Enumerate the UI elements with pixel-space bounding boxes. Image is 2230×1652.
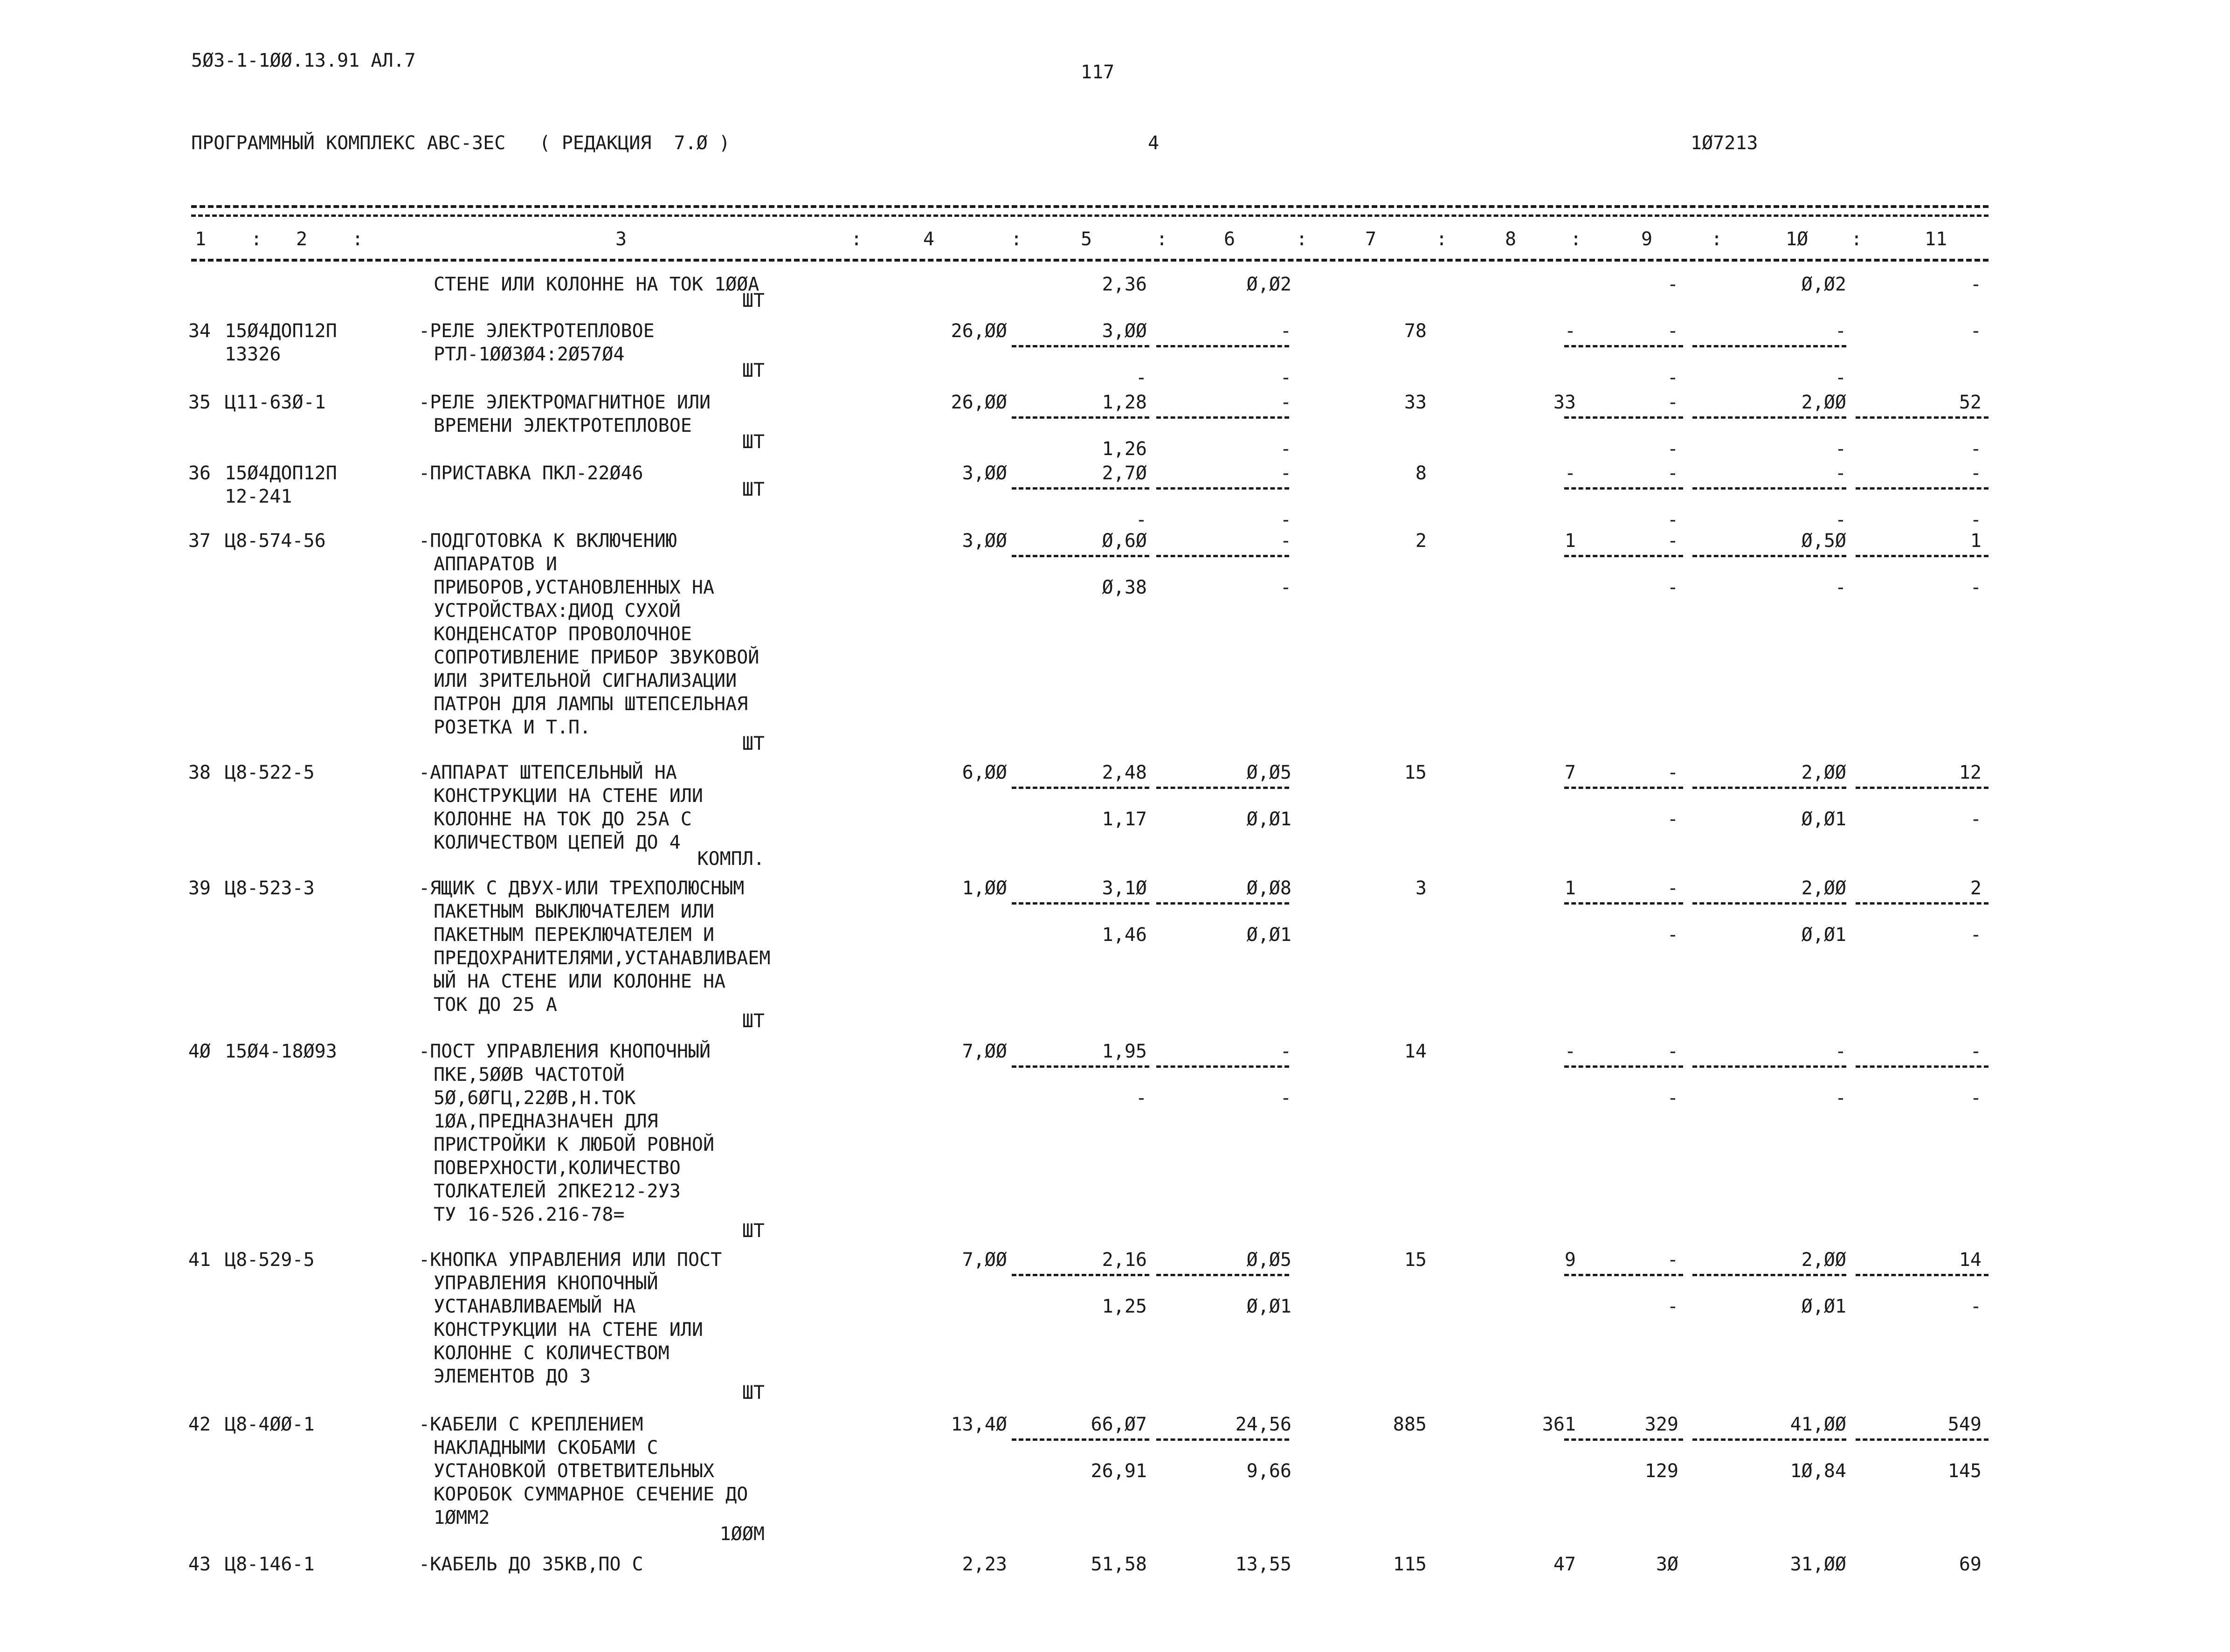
work-description: -ПОСТ УПРАВЛЕНИЯ КНОПОЧНЫЙ bbox=[419, 1041, 711, 1062]
cell-c7: 15 bbox=[1404, 762, 1427, 783]
row-number: 35 bbox=[188, 392, 211, 413]
column-number-1Ø: 1Ø bbox=[1786, 228, 1809, 250]
cell-c11: - bbox=[1970, 463, 1981, 484]
cell-divider bbox=[1856, 787, 1988, 789]
row-number: 34 bbox=[188, 320, 211, 342]
cell-c9: 329 bbox=[1644, 1414, 1678, 1435]
cell-divider bbox=[1156, 487, 1289, 490]
work-description: КОРОБОК СУММАРНОЕ СЕЧЕНИЕ ДО bbox=[434, 1484, 748, 1505]
cell-c11b: - bbox=[1970, 438, 1981, 460]
cell-qty: 1,ØØ bbox=[962, 878, 1007, 899]
norm-code: 15Ø4-18Ø93 bbox=[225, 1041, 337, 1062]
cell-c5: 51,58 bbox=[1091, 1554, 1147, 1575]
work-description: ПКЕ,5ØØВ ЧАСТОТОЙ bbox=[434, 1064, 625, 1085]
cell-c5: 3,ØØ bbox=[1102, 320, 1147, 342]
cell-c6: Ø,Ø8 bbox=[1246, 878, 1291, 899]
work-description: -КНОПКА УПРАВЛЕНИЯ ИЛИ ПОСТ bbox=[419, 1249, 722, 1271]
cell-c11b: - bbox=[1970, 509, 1981, 531]
cell-c7: 2 bbox=[1415, 530, 1427, 552]
cell-c9: - bbox=[1667, 274, 1678, 295]
cell-divider bbox=[1856, 1065, 1988, 1068]
work-description: ПРЕДОХРАНИТЕЛЯМИ,УСТАНАВЛИВАЕМ bbox=[434, 947, 771, 969]
column-number-5: 5 bbox=[1081, 228, 1092, 250]
cell-c6: - bbox=[1280, 1041, 1291, 1062]
cell-c10b: - bbox=[1835, 509, 1846, 531]
work-description: КОНСТРУКЦИИ НА СТЕНЕ ИЛИ bbox=[434, 785, 703, 807]
cell-c10: 2,ØØ bbox=[1801, 392, 1846, 413]
cell-c7: 15 bbox=[1404, 1249, 1427, 1271]
cell-c10: 2,ØØ bbox=[1801, 1249, 1846, 1271]
row-number: 43 bbox=[188, 1554, 211, 1575]
work-description: УСТАНОВКОЙ ОТВЕТВИТЕЛЬНЫХ bbox=[434, 1460, 715, 1482]
cell-qty: 26,ØØ bbox=[951, 320, 1007, 342]
cell-divider bbox=[1692, 487, 1846, 490]
column-number-2: 2 bbox=[296, 228, 308, 250]
work-description: -ПРИСТАВКА ПКЛ-22Ø46 bbox=[419, 463, 643, 484]
column-number-11: 11 bbox=[1925, 228, 1947, 250]
cell-c10: - bbox=[1835, 1041, 1846, 1062]
cell-c8: 47 bbox=[1553, 1554, 1576, 1575]
cell-c9: - bbox=[1667, 1249, 1678, 1271]
cell-divider bbox=[1564, 1438, 1683, 1441]
norm-code: Ц8-4ØØ-1 bbox=[225, 1414, 315, 1435]
cell-c8: 9 bbox=[1564, 1249, 1576, 1271]
unit-of-measure: КОМПЛ. bbox=[697, 848, 765, 870]
cell-divider bbox=[1012, 787, 1149, 789]
column-number-3: 3 bbox=[615, 228, 627, 250]
cell-divider bbox=[1856, 1274, 1988, 1276]
cell-qty: 7,ØØ bbox=[962, 1249, 1007, 1271]
work-description: КОНДЕНСАТОР ПРОВОЛОЧНОЕ bbox=[434, 623, 692, 645]
cell-qty: 3,ØØ bbox=[962, 463, 1007, 484]
column-separator: : bbox=[1851, 228, 1863, 250]
cell-c6b: - bbox=[1280, 438, 1291, 460]
cell-c7: 3 bbox=[1415, 878, 1427, 899]
cell-c8: 33 bbox=[1553, 392, 1576, 413]
cell-c5b: - bbox=[1135, 509, 1147, 531]
cell-c8: 1 bbox=[1564, 530, 1576, 552]
cell-qty: 2,23 bbox=[962, 1554, 1007, 1575]
column-number-8: 8 bbox=[1505, 228, 1517, 250]
work-description: СТЕНЕ ИЛИ КОЛОННЕ НА ТОК 1ØØА bbox=[434, 274, 759, 295]
work-description: РОЗЕТКА И Т.П. bbox=[434, 717, 591, 738]
cell-divider bbox=[1012, 555, 1149, 557]
norm-code: 13326 bbox=[225, 344, 281, 365]
cell-c11: 14 bbox=[1959, 1249, 1981, 1271]
cell-divider bbox=[1692, 787, 1846, 789]
cell-c6: 13,55 bbox=[1235, 1554, 1291, 1575]
cell-divider bbox=[1012, 1274, 1149, 1276]
cell-c6b: - bbox=[1280, 1087, 1291, 1109]
column-separator: : bbox=[1436, 228, 1448, 250]
cell-c11: - bbox=[1970, 320, 1981, 342]
column-number-1: 1 bbox=[195, 228, 207, 250]
cell-c7: 78 bbox=[1404, 320, 1427, 342]
cell-c5: 2,48 bbox=[1102, 762, 1147, 783]
work-description: -КАБЕЛЬ ДО 35КВ,ПО С bbox=[419, 1554, 643, 1575]
column-separator: : bbox=[1711, 228, 1723, 250]
work-description: НАКЛАДНЫМИ СКОБАМИ С bbox=[434, 1437, 658, 1458]
cell-c5b: 1,25 bbox=[1102, 1296, 1147, 1317]
work-description: -АППАРАТ ШТЕПСЕЛЬНЫЙ НА bbox=[419, 762, 677, 783]
column-separator: : bbox=[1296, 228, 1308, 250]
cell-c11b: - bbox=[1970, 809, 1981, 830]
cell-c5b: 1,26 bbox=[1102, 438, 1147, 460]
sheet-index: 4 bbox=[1148, 132, 1160, 154]
cell-c5: 1,28 bbox=[1102, 392, 1147, 413]
cell-divider bbox=[1692, 1065, 1846, 1068]
cell-c11b: - bbox=[1970, 924, 1981, 946]
cell-divider bbox=[1156, 902, 1289, 905]
cell-divider bbox=[1856, 416, 1988, 419]
cell-qty: 13,4Ø bbox=[951, 1414, 1007, 1435]
column-separator: : bbox=[1011, 228, 1022, 250]
cell-c9: - bbox=[1667, 463, 1678, 484]
cell-divider bbox=[1692, 902, 1846, 905]
row-number: 37 bbox=[188, 530, 211, 552]
work-description: ПОВЕРХНОСТИ,КОЛИЧЕСТВО bbox=[434, 1157, 681, 1179]
cell-c7: 885 bbox=[1393, 1414, 1427, 1435]
cell-qty: 6,ØØ bbox=[962, 762, 1007, 783]
cell-divider bbox=[1012, 1065, 1149, 1068]
cell-c5: 3,1Ø bbox=[1102, 878, 1147, 899]
cell-divider bbox=[1564, 555, 1683, 557]
cell-c9b: - bbox=[1667, 577, 1678, 598]
column-separator: : bbox=[1156, 228, 1168, 250]
cell-divider bbox=[1564, 1274, 1683, 1276]
cell-c11: 549 bbox=[1947, 1414, 1981, 1435]
work-description: ИЛИ ЗРИТЕЛЬНОЙ СИГНАЛИЗАЦИИ bbox=[434, 670, 737, 691]
cell-c10: - bbox=[1835, 463, 1846, 484]
work-description: ПАКЕТНЫМ ПЕРЕКЛЮЧАТЕЛЕМ И bbox=[434, 924, 715, 946]
work-description: -ПОДГОТОВКА К ВКЛЮЧЕНИЮ bbox=[419, 530, 677, 552]
cell-c10: Ø,Ø2 bbox=[1801, 274, 1846, 295]
cell-c11: - bbox=[1970, 274, 1981, 295]
cell-qty: 3,ØØ bbox=[962, 530, 1007, 552]
cell-divider bbox=[1564, 1065, 1683, 1068]
cell-divider bbox=[1564, 345, 1683, 347]
work-description: УПРАВЛЕНИЯ КНОПОЧНЫЙ bbox=[434, 1272, 658, 1294]
cell-c7: 115 bbox=[1393, 1554, 1427, 1575]
cell-divider bbox=[1564, 787, 1683, 789]
cell-c10b: - bbox=[1835, 367, 1846, 388]
work-description: ТОЛКАТЕЛЕЙ 2ПКЕ212-2У3 bbox=[434, 1181, 681, 1202]
cell-divider bbox=[1156, 1274, 1289, 1276]
cell-c7: 33 bbox=[1404, 392, 1427, 413]
work-description: СОПРОТИВЛЕНИЕ ПРИБОР ЗВУКОВОЙ bbox=[434, 647, 759, 668]
cell-c9b: - bbox=[1667, 924, 1678, 946]
cell-divider bbox=[1564, 416, 1683, 419]
cell-c11b: - bbox=[1970, 1296, 1981, 1317]
cell-c10: 2,ØØ bbox=[1801, 762, 1846, 783]
row-number: 38 bbox=[188, 762, 211, 783]
unit-of-measure: ШТ bbox=[742, 290, 765, 311]
row-number: 41 bbox=[188, 1249, 211, 1271]
work-description: АППАРАТОВ И bbox=[434, 553, 557, 575]
work-description: ТОК ДО 25 А bbox=[434, 994, 557, 1016]
cell-c6b: 9,66 bbox=[1246, 1460, 1291, 1482]
cell-c11b: - bbox=[1970, 1087, 1981, 1109]
cell-c5b: Ø,38 bbox=[1102, 577, 1147, 598]
cell-c11: - bbox=[1970, 1041, 1981, 1062]
norm-code: Ц8-529-5 bbox=[225, 1249, 315, 1271]
cell-c5: 66,Ø7 bbox=[1091, 1414, 1147, 1435]
cell-divider bbox=[1156, 416, 1289, 419]
page-number: 117 bbox=[1081, 62, 1115, 83]
cell-c8: - bbox=[1564, 1041, 1576, 1062]
program-title: ПРОГРАММНЫЙ КОМПЛЕКС АВС-3ЕС ( РЕДАКЦИЯ 7.Ø ) bbox=[191, 132, 730, 154]
cell-divider bbox=[1012, 345, 1149, 347]
cell-c6b: Ø,Ø1 bbox=[1246, 809, 1291, 830]
cell-divider bbox=[1692, 416, 1846, 419]
work-description: -РЕЛЕ ЭЛЕКТРОТЕПЛОВОЕ bbox=[419, 320, 655, 342]
unit-of-measure: ШТ bbox=[742, 1382, 765, 1403]
cell-divider bbox=[1692, 1438, 1846, 1441]
work-description: 1ØММ2 bbox=[434, 1507, 490, 1528]
work-description: -ЯЩИК С ДВУХ-ИЛИ ТРЕХПОЛЮСНЫМ bbox=[419, 878, 745, 899]
cell-c10b: - bbox=[1835, 1087, 1846, 1109]
work-description: ТУ 16-526.216-78= bbox=[434, 1204, 625, 1225]
cell-c10: 2,ØØ bbox=[1801, 878, 1846, 899]
cell-c6: 24,56 bbox=[1235, 1414, 1291, 1435]
row-number: 4Ø bbox=[188, 1041, 211, 1062]
norm-code: Ц8-146-1 bbox=[225, 1554, 315, 1575]
cell-divider bbox=[1156, 555, 1289, 557]
cell-c6: Ø,Ø5 bbox=[1246, 1249, 1291, 1271]
cell-c9: - bbox=[1667, 530, 1678, 552]
cell-c5: 2,7Ø bbox=[1102, 463, 1147, 484]
work-description: 5Ø,6ØГЦ,22ØВ,Н.ТОК bbox=[434, 1087, 636, 1109]
cell-c11b: - bbox=[1970, 577, 1981, 598]
row-number: 36 bbox=[188, 463, 211, 484]
cell-c5: 2,36 bbox=[1102, 274, 1147, 295]
column-separator: : bbox=[251, 228, 262, 250]
cell-c9: - bbox=[1667, 1041, 1678, 1062]
cell-c5b: 1,46 bbox=[1102, 924, 1147, 946]
cell-c10b: - bbox=[1835, 438, 1846, 460]
norm-code: Ц8-522-5 bbox=[225, 762, 315, 783]
cell-c10: Ø,5Ø bbox=[1801, 530, 1846, 552]
cell-c9b: 129 bbox=[1644, 1460, 1678, 1482]
work-description: -РЕЛЕ ЭЛЕКТРОМАГНИТНОЕ ИЛИ bbox=[419, 392, 711, 413]
work-description: КОЛИЧЕСТВОМ ЦЕПЕЙ ДО 4 bbox=[434, 832, 681, 853]
column-number-6: 6 bbox=[1224, 228, 1236, 250]
work-description: ПРИСТРОЙКИ К ЛЮБОЙ РОВНОЙ bbox=[434, 1134, 715, 1155]
cell-c6b: - bbox=[1280, 577, 1291, 598]
cell-c8: 361 bbox=[1542, 1414, 1576, 1435]
unit-of-measure: ШТ bbox=[742, 1220, 765, 1242]
object-code: 1Ø7213 bbox=[1691, 132, 1758, 154]
cell-divider bbox=[1156, 1065, 1289, 1068]
column-separator: : bbox=[851, 228, 863, 250]
cell-c8: - bbox=[1564, 320, 1576, 342]
cell-divider bbox=[1012, 416, 1149, 419]
work-description: КОЛОННЕ С КОЛИЧЕСТВОМ bbox=[434, 1342, 670, 1364]
cell-c6: - bbox=[1280, 530, 1291, 552]
cell-c10b: - bbox=[1835, 577, 1846, 598]
work-description: ПРИБОРОВ,УСТАНОВЛЕННЫХ НА bbox=[434, 577, 715, 598]
cell-c6b: - bbox=[1280, 367, 1291, 388]
cell-qty: 7,ØØ bbox=[962, 1041, 1007, 1062]
norm-code: Ц11-63Ø-1 bbox=[225, 392, 326, 413]
cell-c11: 1 bbox=[1970, 530, 1981, 552]
cell-c9: - bbox=[1667, 878, 1678, 899]
cell-divider bbox=[1012, 1438, 1149, 1441]
cell-c10b: Ø,Ø1 bbox=[1801, 809, 1846, 830]
work-description: ПАКЕТНЫМ ВЫКЛЮЧАТЕЛЕМ ИЛИ bbox=[434, 901, 715, 922]
unit-of-measure: ШТ bbox=[742, 733, 765, 754]
cell-divider bbox=[1012, 487, 1149, 490]
cell-divider bbox=[1856, 902, 1988, 905]
cell-divider bbox=[1856, 555, 1988, 557]
cell-c10b: 1Ø,84 bbox=[1790, 1460, 1846, 1482]
norm-code: 15Ø4ДОП12П bbox=[225, 463, 337, 484]
column-separator: : bbox=[352, 228, 364, 250]
unit-of-measure: ШТ bbox=[742, 431, 765, 453]
work-description: ПАТРОН ДЛЯ ЛАМПЫ ШТЕПСЕЛЬНАЯ bbox=[434, 693, 748, 715]
cell-c9: - bbox=[1667, 320, 1678, 342]
work-description: ЭЛЕМЕНТОВ ДО 3 bbox=[434, 1366, 591, 1387]
cell-c9b: - bbox=[1667, 1296, 1678, 1317]
work-description: КОЛОННЕ НА ТОК ДО 25А С bbox=[434, 809, 692, 830]
column-number-4: 4 bbox=[923, 228, 935, 250]
cell-c9b: - bbox=[1667, 809, 1678, 830]
cell-divider bbox=[1156, 787, 1289, 789]
row-number: 42 bbox=[188, 1414, 211, 1435]
cell-c10b: Ø,Ø1 bbox=[1801, 924, 1846, 946]
cell-c9: - bbox=[1667, 762, 1678, 783]
cell-c8: 7 bbox=[1564, 762, 1576, 783]
cell-c5: 2,16 bbox=[1102, 1249, 1147, 1271]
cell-c9b: - bbox=[1667, 367, 1678, 388]
cell-c10b: Ø,Ø1 bbox=[1801, 1296, 1846, 1317]
cell-divider bbox=[1156, 345, 1289, 347]
column-separator: : bbox=[1570, 228, 1582, 250]
unit-of-measure: 1ØØМ bbox=[719, 1523, 765, 1545]
cell-c10: 31,ØØ bbox=[1790, 1554, 1846, 1575]
document-code: 5Ø3-1-1ØØ.13.91 АЛ.7 bbox=[191, 50, 416, 71]
cell-c11: 2 bbox=[1970, 878, 1981, 899]
cell-c9: 3Ø bbox=[1656, 1554, 1678, 1575]
cell-c7: 14 bbox=[1404, 1041, 1427, 1062]
cell-c6: Ø,Ø2 bbox=[1246, 274, 1291, 295]
cell-c8: - bbox=[1564, 463, 1576, 484]
cell-c9: - bbox=[1667, 392, 1678, 413]
cell-c6: - bbox=[1280, 392, 1291, 413]
cell-divider bbox=[1856, 1438, 1988, 1441]
cell-divider bbox=[1856, 487, 1988, 490]
cell-divider bbox=[1156, 1438, 1289, 1441]
cell-c11: 69 bbox=[1959, 1554, 1981, 1575]
cell-c6b: Ø,Ø1 bbox=[1246, 924, 1291, 946]
cell-c6: - bbox=[1280, 463, 1291, 484]
cell-c11b: 145 bbox=[1947, 1460, 1981, 1482]
cell-c11: 12 bbox=[1959, 762, 1981, 783]
work-description: РТЛ-1ØØ3Ø4:2Ø57Ø4 bbox=[434, 344, 625, 365]
cell-divider bbox=[1692, 555, 1846, 557]
cell-c6b: - bbox=[1280, 509, 1291, 531]
work-description: УСТРОЙСТВАХ:ДИОД СУХОЙ bbox=[434, 600, 681, 622]
norm-code: 12-241 bbox=[225, 486, 292, 507]
norm-code: Ц8-574-56 bbox=[225, 530, 326, 552]
cell-c9b: - bbox=[1667, 1087, 1678, 1109]
cell-divider bbox=[1564, 487, 1683, 490]
cell-c5b: - bbox=[1135, 367, 1147, 388]
cell-c9b: - bbox=[1667, 509, 1678, 531]
work-description: УСТАНАВЛИВАЕМЫЙ НА bbox=[434, 1296, 636, 1317]
unit-of-measure: ШТ bbox=[742, 479, 765, 500]
cell-qty: 26,ØØ bbox=[951, 392, 1007, 413]
cell-c5b: - bbox=[1135, 1087, 1147, 1109]
cell-c5: 1,95 bbox=[1102, 1041, 1147, 1062]
cell-divider bbox=[1692, 345, 1846, 347]
column-number-7: 7 bbox=[1365, 228, 1377, 250]
cell-c10: 41,ØØ bbox=[1790, 1414, 1846, 1435]
cell-c8: 1 bbox=[1564, 878, 1576, 899]
unit-of-measure: ШТ bbox=[742, 360, 765, 381]
cell-c11: 52 bbox=[1959, 392, 1981, 413]
work-description: -КАБЕЛИ С КРЕПЛЕНИЕМ bbox=[419, 1414, 643, 1435]
cell-c5: Ø,6Ø bbox=[1102, 530, 1147, 552]
cell-c5b: 1,17 bbox=[1102, 809, 1147, 830]
norm-code: 15Ø4ДОП12П bbox=[225, 320, 337, 342]
unit-of-measure: ШТ bbox=[742, 1010, 765, 1032]
cell-c6: - bbox=[1280, 320, 1291, 342]
row-number: 39 bbox=[188, 878, 211, 899]
norm-code: Ц8-523-3 bbox=[225, 878, 315, 899]
cell-c7: 8 bbox=[1415, 463, 1427, 484]
work-description: 1ØА,ПРЕДНАЗНАЧЕН ДЛЯ bbox=[434, 1111, 658, 1132]
cell-c9b: - bbox=[1667, 438, 1678, 460]
cell-c6b: Ø,Ø1 bbox=[1246, 1296, 1291, 1317]
cell-c5b: 26,91 bbox=[1091, 1460, 1147, 1482]
cell-divider bbox=[1692, 1274, 1846, 1276]
cell-divider bbox=[1564, 902, 1683, 905]
cell-c6: Ø,Ø5 bbox=[1246, 762, 1291, 783]
work-description: КОНСТРУКЦИИ НА СТЕНЕ ИЛИ bbox=[434, 1319, 703, 1341]
column-number-9: 9 bbox=[1641, 228, 1653, 250]
work-description: ЫЙ НА СТЕНЕ ИЛИ КОЛОННЕ НА bbox=[434, 971, 726, 992]
work-description: ВРЕМЕНИ ЭЛЕКТРОТЕПЛОВОЕ bbox=[434, 415, 692, 436]
cell-c10: - bbox=[1835, 320, 1846, 342]
cell-divider bbox=[1012, 902, 1149, 905]
